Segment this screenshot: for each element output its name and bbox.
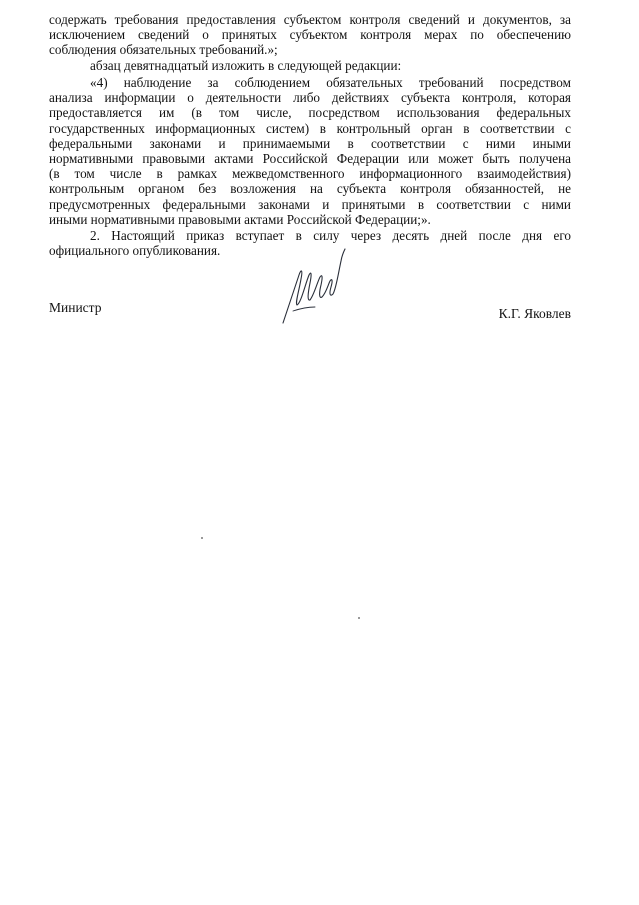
signer-name: К.Г. Яковлев xyxy=(498,306,571,321)
text-line: предоставляется им (в том числе, посредством использования федеральных xyxy=(49,105,571,121)
text-line: соблюдения обязательных требований.»; xyxy=(49,42,278,58)
scan-speck xyxy=(201,537,203,539)
text-line: иными нормативными правовыми актами Российской Федерации;». xyxy=(49,211,431,227)
text-line: государственных информационных систем) в контрольный орган в соответствии с xyxy=(49,120,571,136)
text-line: предусмотренных федеральными законами и принятыми в соответствии с ними xyxy=(49,196,571,212)
instruction-paragraph xyxy=(49,58,571,73)
continuation-paragraph xyxy=(49,12,571,58)
text-line: контрольным органом без возложения на субъекта контроля обязанностей, не xyxy=(49,181,571,197)
text-line: содержать требования предоставления субъектом контроля сведений и документов, за xyxy=(49,12,571,27)
signer-title: Министр xyxy=(49,300,102,315)
text-line: «4) наблюдение за соблюдением обязательных требований посредством xyxy=(90,75,571,90)
text-line: анализа информации о деятельности либо действиях субъекта контроля, которая xyxy=(49,90,571,106)
text-line: (в том числе в рамках межведомственного информационного взаимодействия) xyxy=(49,166,571,182)
text-line: нормативными правовыми актами Российской Федерации или может быть получена xyxy=(49,150,571,166)
instruction-line: абзац девятнадцатый изложить в следующей редакции: xyxy=(90,58,402,73)
text-line: федеральными законами и принимаемыми в соответствии с ними иными xyxy=(49,135,571,151)
signature-block xyxy=(49,300,571,320)
text-line: 2. Настоящий приказ вступает в силу через десять дней после дня его xyxy=(90,228,571,243)
text-line: исключением сведений о принятых субъектом контроля мерах по обеспечению xyxy=(49,27,571,43)
scan-speck xyxy=(358,617,360,619)
text-line: официального опубликования. xyxy=(49,243,221,259)
clause-4-paragraph xyxy=(49,75,571,227)
